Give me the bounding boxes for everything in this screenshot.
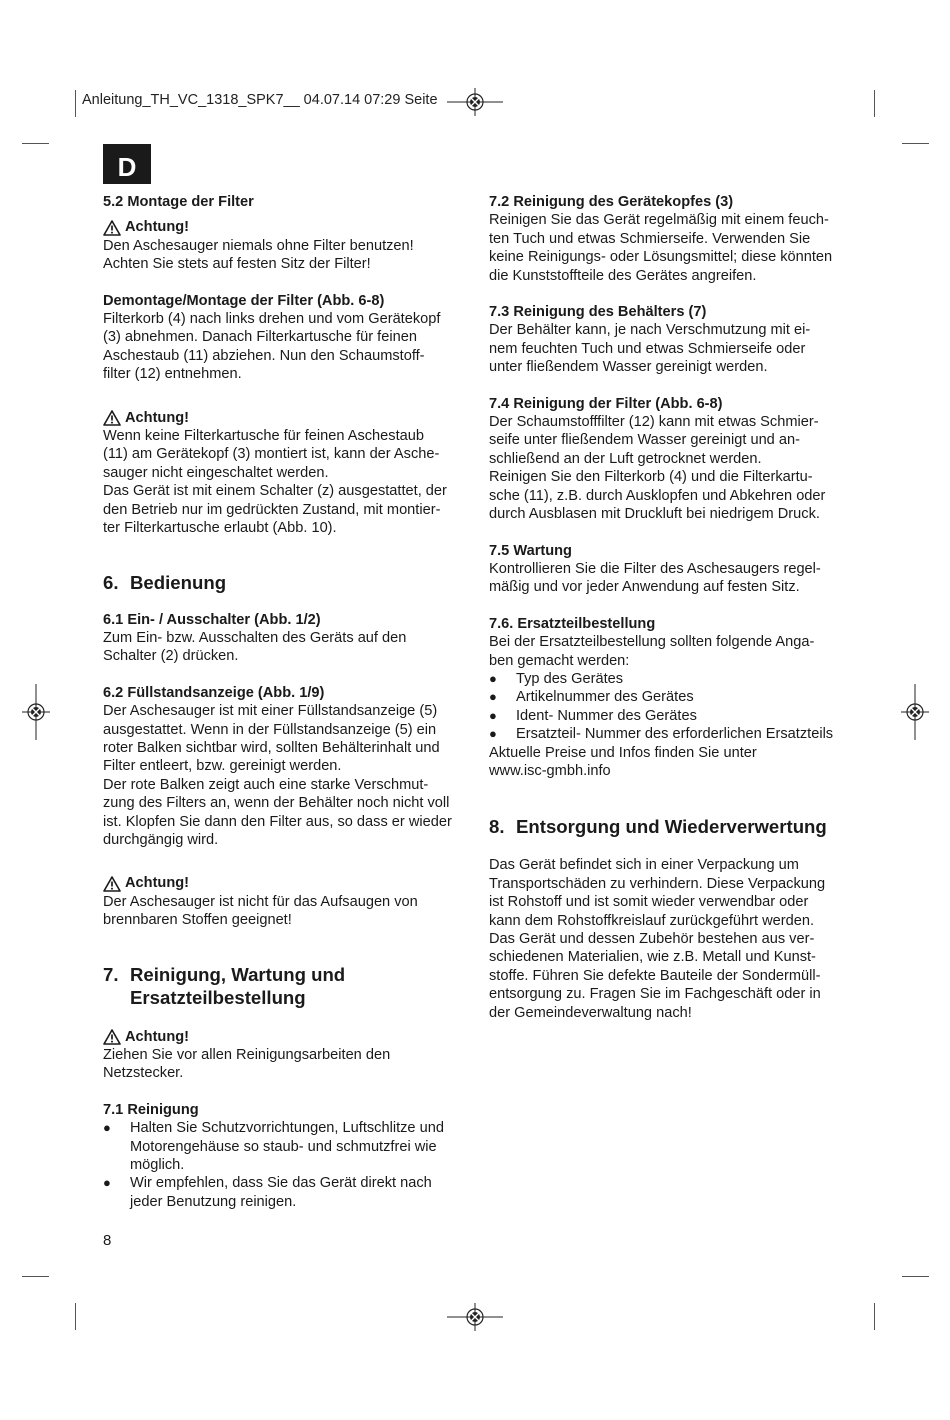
warning-3-label: Achtung!	[125, 875, 190, 892]
section-7-3-line: unter fließendem Wasser gereinigt werden.	[489, 359, 768, 376]
section-8-line: schiedenen Materialien, wie z.B. Metall und Kunst-	[489, 949, 816, 966]
crop-mark-bottom-right-horizontal	[902, 1276, 929, 1277]
section-7-2-line: die Kunststoffteile des Gerätes angreifen.	[489, 267, 757, 284]
demontage-line: Filterkorb (4) nach links drehen und vom Gerätekopf	[103, 311, 441, 328]
section-6-1-line: Zum Ein- bzw. Ausschalten des Geräts auf den	[103, 629, 407, 646]
demontage-title: Demontage/Montage der Filter (Abb. 6-8)	[103, 292, 385, 309]
section-7-5-line: mäßig und vor jeder Anwendung auf festen Sitz.	[489, 579, 800, 596]
section-7-5-line: Kontrollieren Sie die Filter des Aschesaugers regel-	[489, 560, 821, 577]
registration-mark-right-icon	[901, 684, 929, 740]
registration-mark-top-icon	[447, 88, 503, 116]
section-7-4-line: durch Ausblasen mit Druckluft bei niedrigem Druck.	[489, 506, 820, 523]
section-7-heading	[103, 963, 468, 1009]
section-8-number: 8.	[489, 816, 505, 838]
page-number: 8	[103, 1232, 112, 1249]
list-item: ● Ident- Nummer des Gerätes	[489, 707, 854, 725]
warning-triangle-icon	[103, 220, 121, 236]
section-7-6-title: 7.6. Ersatzteilbestellung	[489, 615, 656, 632]
section-8-line: ist Rohstoff und ist somit wieder verwendbar oder	[489, 894, 809, 911]
section-6-title: Bedienung	[130, 571, 227, 593]
language-badge: D	[103, 144, 151, 184]
section-7-6-intro-line: Bei der Ersatzteilbestellung sollten folgende Anga-	[489, 634, 815, 651]
section-6-2-line: roter Balken sichtbar wird, sollten Behälterinhalt und	[103, 739, 440, 756]
section-7-6-url: www.isc-gmbh.info	[489, 762, 611, 779]
section-7-1-bullet-list	[103, 1119, 468, 1211]
section-7-3-title: 7.3 Reinigung des Behälters (7)	[489, 304, 707, 321]
section-8-line: entsorgung zu. Fragen Sie im Fachgeschäft oder in	[489, 986, 821, 1003]
list-item	[103, 1174, 468, 1211]
crop-mark-bottom-right-vertical	[874, 1303, 875, 1330]
bullet-line: ● Wir empfehlen, dass Sie das Gerät direkt nach	[130, 1175, 432, 1192]
bullet-line: ● Halten Sie Schutzvorrichtungen, Luftschlitze und	[130, 1120, 444, 1137]
warning-2-line: (11) am Gerätekopf (3) montiert ist, kann der Asche-	[103, 446, 440, 463]
demontage-line: (3) abnehmen. Danach Filterkartusche für feinen	[103, 329, 417, 346]
right-column	[489, 193, 854, 1022]
warning-1-line: Den Aschesauger niemals ohne Filter benutzen!	[103, 237, 414, 254]
warning-1-label: Achtung!	[125, 219, 190, 236]
section-8-line: Das Gerät befindet sich in einer Verpackung um	[489, 857, 799, 874]
warning-3-line: brennbaren Stoffen geeignet!	[103, 912, 292, 929]
section-6-2-line: durchgängig wird.	[103, 831, 219, 848]
section-7-6-intro-line: ben gemacht werden:	[489, 652, 630, 669]
crop-mark-top-left-horizontal	[22, 143, 49, 144]
section-6-2-line: Der rote Balken zeigt auch eine starke Verschmut-	[103, 776, 429, 793]
section-7-4-line: schließend an der Luft getrocknet werden.	[489, 450, 762, 467]
section-6-2-line: Der Aschesauger ist mit einer Füllstandsanzeige (5)	[103, 703, 438, 720]
section-6-heading	[103, 571, 468, 594]
section-8-line: stoffe. Führen Sie defekte Bauteile der Sondermüll-	[489, 967, 821, 984]
warning-3-line: Der Aschesauger ist nicht für das Aufsaugen von	[103, 893, 418, 910]
section-7-3-line: Der Behälter kann, je nach Verschmutzung mit ei-	[489, 322, 811, 339]
warning-2	[103, 409, 468, 427]
list-item: ● Artikelnummer des Gerätes	[489, 688, 854, 706]
warning-4-line: Ziehen Sie vor allen Reinigungsarbeiten den	[103, 1047, 391, 1063]
warning-triangle-icon	[103, 876, 121, 892]
crop-mark-top-left-vertical	[75, 90, 76, 117]
bullet-line: Motorengehäuse so staub- und schmutzfrei wie	[130, 1138, 437, 1155]
warning-4	[103, 1028, 468, 1046]
section-7-4-line: Der Schaumstofffilter (12) kann mit etwas Schmier-	[489, 414, 819, 431]
registration-mark-left-icon	[22, 684, 50, 740]
section-7-3-line: nem feuchten Tuch und etwas Schmierseife oder	[489, 340, 806, 357]
warning-triangle-icon	[103, 1029, 121, 1045]
section-7-4-line: seife unter fließendem Wasser gereinigt und an-	[489, 432, 800, 449]
warning-3	[103, 874, 468, 892]
section-6-2-line: Filter entleert, bzw. gereinigt werden.	[103, 758, 342, 775]
section-8-line: Transportschäden zu verhindern. Diese Verpackung	[489, 875, 826, 892]
section-8-title: Entsorgung und Wiederverwertung	[516, 816, 827, 838]
section-7-4-title: 7.4 Reinigung der Filter (Abb. 6-8)	[489, 395, 723, 412]
section-6-2-line: ausgestattet. Wenn in der Füllstandsanzeige (5) ein	[103, 721, 437, 738]
left-column	[103, 193, 468, 1211]
section-6-2-line: ist. Klopfen Sie dann den Filter aus, so dass er wieder	[103, 813, 452, 830]
section-7-number: 7.	[103, 963, 119, 985]
section-7-2-line: Reinigen Sie das Gerät regelmäßig mit einem feuch-	[489, 212, 829, 229]
demontage-line: filter (12) entnehmen.	[103, 366, 242, 383]
section-6-2-line: zung des Filters an, wenn der Behälter noch nicht voll	[103, 795, 450, 812]
section-7-6-bullet-list	[489, 670, 854, 744]
section-8-line: Das Gerät und dessen Zubehör bestehen aus ver-	[489, 931, 815, 947]
warning-4-label: Achtung!	[125, 1028, 190, 1045]
section-7-title-line-2: Ersatzteilbestellung	[130, 986, 306, 1008]
crop-mark-bottom-left-vertical	[75, 1303, 76, 1330]
section-7-2-title: 7.2 Reinigung des Gerätekopfes (3)	[489, 194, 734, 210]
warning-1-line: Achten Sie stets auf festen Sitz der Filter!	[103, 256, 371, 273]
list-item: ● Typ des Gerätes	[489, 670, 854, 688]
section-7-2-line: keine Reinigungs- oder Lösungsmittel; diese könnten	[489, 249, 833, 266]
warning-2-line: Wenn keine Filterkartusche für feinen Aschestaub	[103, 428, 424, 445]
warning-2-line: den Betrieb nur im gedrückten Zustand, mit montier-	[103, 501, 441, 518]
warning-2-line: Das Gerät ist mit einem Schalter (z) ausgestattet, der	[103, 483, 447, 500]
section-7-4-line: sche (11), z.B. durch Ausklopfen und Abkehren oder	[489, 487, 826, 504]
warning-1	[103, 218, 468, 236]
registration-mark-bottom-icon	[447, 1303, 503, 1331]
section-5-2-title: 5.2 Montage der Filter	[103, 194, 254, 210]
section-6-1-title: 6.1 Ein- / Ausschalter (Abb. 1/2)	[103, 611, 321, 628]
bullet-line: möglich.	[130, 1157, 185, 1174]
section-7-2-line: ten Tuch und etwas Schmierseife. Verwenden Sie	[489, 230, 811, 247]
section-7-title-line-1: Reinigung, Wartung und	[130, 963, 346, 985]
warning-2-line: ter Filterkartusche erlaubt (Abb. 10).	[103, 520, 337, 537]
section-8-line: kann dem Rohstoffkreislauf zurückgeführt werden.	[489, 912, 815, 929]
bullet-line: jeder Benutzung reinigen.	[130, 1193, 297, 1210]
crop-mark-top-right-vertical	[874, 90, 875, 117]
section-6-number: 6.	[103, 571, 119, 593]
crop-mark-bottom-left-horizontal	[22, 1276, 49, 1277]
section-6-2-title: 6.2 Füllstandsanzeige (Abb. 1/9)	[103, 684, 325, 701]
section-7-6-outro-line: Aktuelle Preise und Infos finden Sie unter	[489, 744, 757, 761]
demontage-line: Aschestaub (11) abziehen. Nun den Schaumstoff-	[103, 347, 425, 364]
print-file-header: Anleitung_TH_VC_1318_SPK7__ 04.07.14 07:29 Seite	[82, 92, 438, 108]
warning-2-line: sauger nicht eingeschaltet werden.	[103, 464, 329, 481]
section-7-5-title: 7.5 Wartung	[489, 542, 572, 559]
warning-2-label: Achtung!	[125, 409, 190, 426]
warning-triangle-icon	[103, 410, 121, 426]
section-6-1-line: Schalter (2) drücken.	[103, 648, 239, 665]
section-8-line: der Gemeindeverwaltung nach!	[489, 1004, 692, 1021]
warning-4-line: Netzstecker.	[103, 1065, 184, 1082]
list-item	[103, 1119, 468, 1174]
section-7-4-line: Reinigen Sie den Filterkorb (4) und die Filterkartu-	[489, 469, 813, 486]
crop-mark-top-right-horizontal	[902, 143, 929, 144]
section-7-1-title: 7.1 Reinigung	[103, 1101, 199, 1118]
list-item: ● Ersatzteil- Nummer des erforderlichen Ersatzteils	[489, 725, 854, 743]
section-8-heading	[489, 815, 854, 838]
